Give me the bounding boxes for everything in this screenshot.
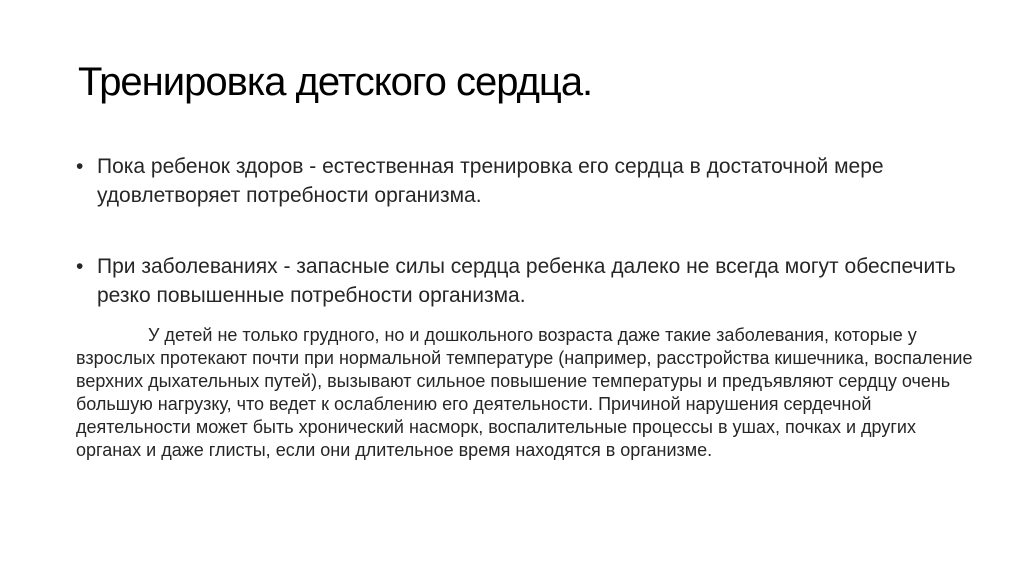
bullet-list [76,152,976,310]
bullet-item-illness [76,252,976,310]
body-paragraph: У детей не только грудного, но и дошкольного возраста даже такие заболевания, которые у взрослых протекают почти при нормальной температуре (например, расстройства кишечника, воспаление верхних дыхательных путей), вызывают сильное повышение температуры и предъявляют сердцу очень большую нагрузку, что ведет к ослаблению его деятельности. Причиной нарушения сердечной деятельности может быть хронический насморк, воспалительные процессы в ушах, почках и других органах и даже глисты, если они длительное время находятся в организме. [76,325,973,460]
bullet-dot: • [76,255,84,278]
slide-title: Тренировка детского сердца. [78,60,593,104]
bullet-item-healthy [76,152,976,210]
bullet-dot: • [76,155,84,178]
bullet-text: При заболеваниях - запасные силы сердца ребенка далеко не всегда могут обеспечить резко повышенные потребности организма. [97,255,956,307]
bullet-text: Пока ребенок здоров - естественная тренировка его сердца в достаточной мере удовлетворяет потребности организма. [97,155,884,207]
